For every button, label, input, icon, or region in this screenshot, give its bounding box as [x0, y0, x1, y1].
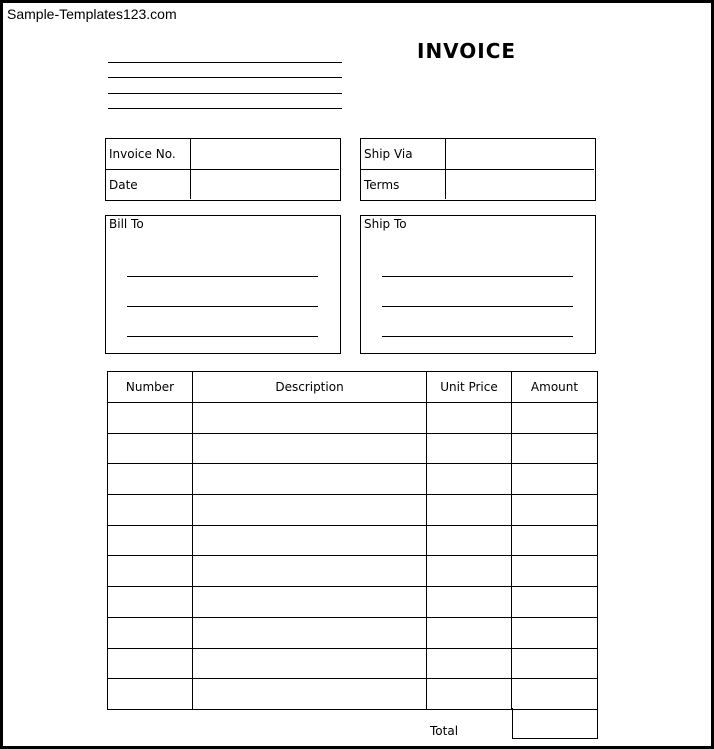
bill-to-label: Bill To: [109, 217, 144, 231]
cell-unit-price[interactable]: [427, 648, 512, 679]
cell-unit-price[interactable]: [427, 556, 512, 587]
ship-to-line-2[interactable]: [382, 306, 573, 307]
cell-number[interactable]: [108, 617, 193, 648]
cell-number[interactable]: [108, 556, 193, 587]
cell-unit-price[interactable]: [427, 464, 512, 495]
cell-description[interactable]: [193, 648, 427, 679]
cell-number[interactable]: [108, 648, 193, 679]
watermark-text: Sample-Templates123.com: [7, 6, 177, 22]
total-amount-field[interactable]: [512, 708, 598, 739]
date-field[interactable]: [194, 171, 336, 199]
company-line-2[interactable]: [108, 77, 342, 78]
cell-amount[interactable]: [512, 587, 598, 618]
cell-amount[interactable]: [512, 403, 598, 434]
page-title: INVOICE: [417, 39, 517, 63]
ship-to-box: [360, 215, 596, 354]
bill-to-line-1[interactable]: [127, 276, 318, 277]
invoice-no-label: Invoice No.: [109, 147, 176, 161]
table-row: [108, 495, 598, 526]
cell-unit-price[interactable]: [427, 403, 512, 434]
cell-amount[interactable]: [512, 464, 598, 495]
table-row: [108, 556, 598, 587]
table-row: [108, 648, 598, 679]
cell-description[interactable]: [193, 556, 427, 587]
ship-to-line-1[interactable]: [382, 276, 573, 277]
cell-number[interactable]: [108, 679, 193, 710]
column-header-amount: Amount: [512, 372, 598, 403]
cell-number[interactable]: [108, 495, 193, 526]
cell-number[interactable]: [108, 403, 193, 434]
company-line-3[interactable]: [108, 93, 342, 94]
cell-amount[interactable]: [512, 525, 598, 556]
table-row: [108, 525, 598, 556]
cell-description[interactable]: [193, 403, 427, 434]
cell-description[interactable]: [193, 525, 427, 556]
column-header-number: Number: [108, 372, 193, 403]
cell-unit-price[interactable]: [427, 587, 512, 618]
table-row: [108, 617, 598, 648]
column-header-description: Description: [193, 372, 427, 403]
cell-amount[interactable]: [512, 556, 598, 587]
cell-description[interactable]: [193, 433, 427, 464]
cell-description[interactable]: [193, 464, 427, 495]
cell-number[interactable]: [108, 525, 193, 556]
total-label: Total: [430, 724, 459, 738]
table-row: [108, 403, 598, 434]
table-row: [108, 433, 598, 464]
cell-unit-price[interactable]: [427, 525, 512, 556]
cell-amount[interactable]: [512, 679, 598, 710]
shipping-info-box: [360, 138, 596, 201]
cell-description[interactable]: [193, 495, 427, 526]
table-row: [108, 464, 598, 495]
terms-label: Terms: [364, 178, 400, 192]
company-line-4[interactable]: [108, 108, 342, 109]
cell-unit-price[interactable]: [427, 495, 512, 526]
table-header-row: [108, 372, 598, 403]
ship-via-label: Ship Via: [364, 147, 413, 161]
cell-number[interactable]: [108, 587, 193, 618]
cell-amount[interactable]: [512, 648, 598, 679]
cell-amount[interactable]: [512, 433, 598, 464]
line-items-table: [107, 371, 598, 710]
shipping-info-row-divider: [361, 169, 594, 170]
cell-description[interactable]: [193, 587, 427, 618]
cell-description[interactable]: [193, 679, 427, 710]
invoice-info-box: [105, 138, 341, 201]
date-label: Date: [109, 178, 138, 192]
company-line-1[interactable]: [108, 62, 342, 63]
ship-to-label: Ship To: [364, 217, 407, 231]
cell-description[interactable]: [193, 617, 427, 648]
bill-to-line-2[interactable]: [127, 306, 318, 307]
terms-field[interactable]: [449, 171, 591, 199]
table-row: [108, 587, 598, 618]
cell-amount[interactable]: [512, 617, 598, 648]
cell-unit-price[interactable]: [427, 679, 512, 710]
bill-to-box: [105, 215, 341, 354]
line-items-body: [108, 403, 598, 710]
cell-unit-price[interactable]: [427, 617, 512, 648]
table-row: [108, 679, 598, 710]
column-header-unit-price: Unit Price: [427, 372, 512, 403]
cell-number[interactable]: [108, 433, 193, 464]
ship-to-line-3[interactable]: [382, 336, 573, 337]
cell-number[interactable]: [108, 464, 193, 495]
cell-unit-price[interactable]: [427, 433, 512, 464]
invoice-no-field[interactable]: [194, 140, 336, 168]
bill-to-line-3[interactable]: [127, 336, 318, 337]
cell-amount[interactable]: [512, 495, 598, 526]
invoice-info-row-divider: [106, 169, 339, 170]
ship-via-field[interactable]: [449, 140, 591, 168]
